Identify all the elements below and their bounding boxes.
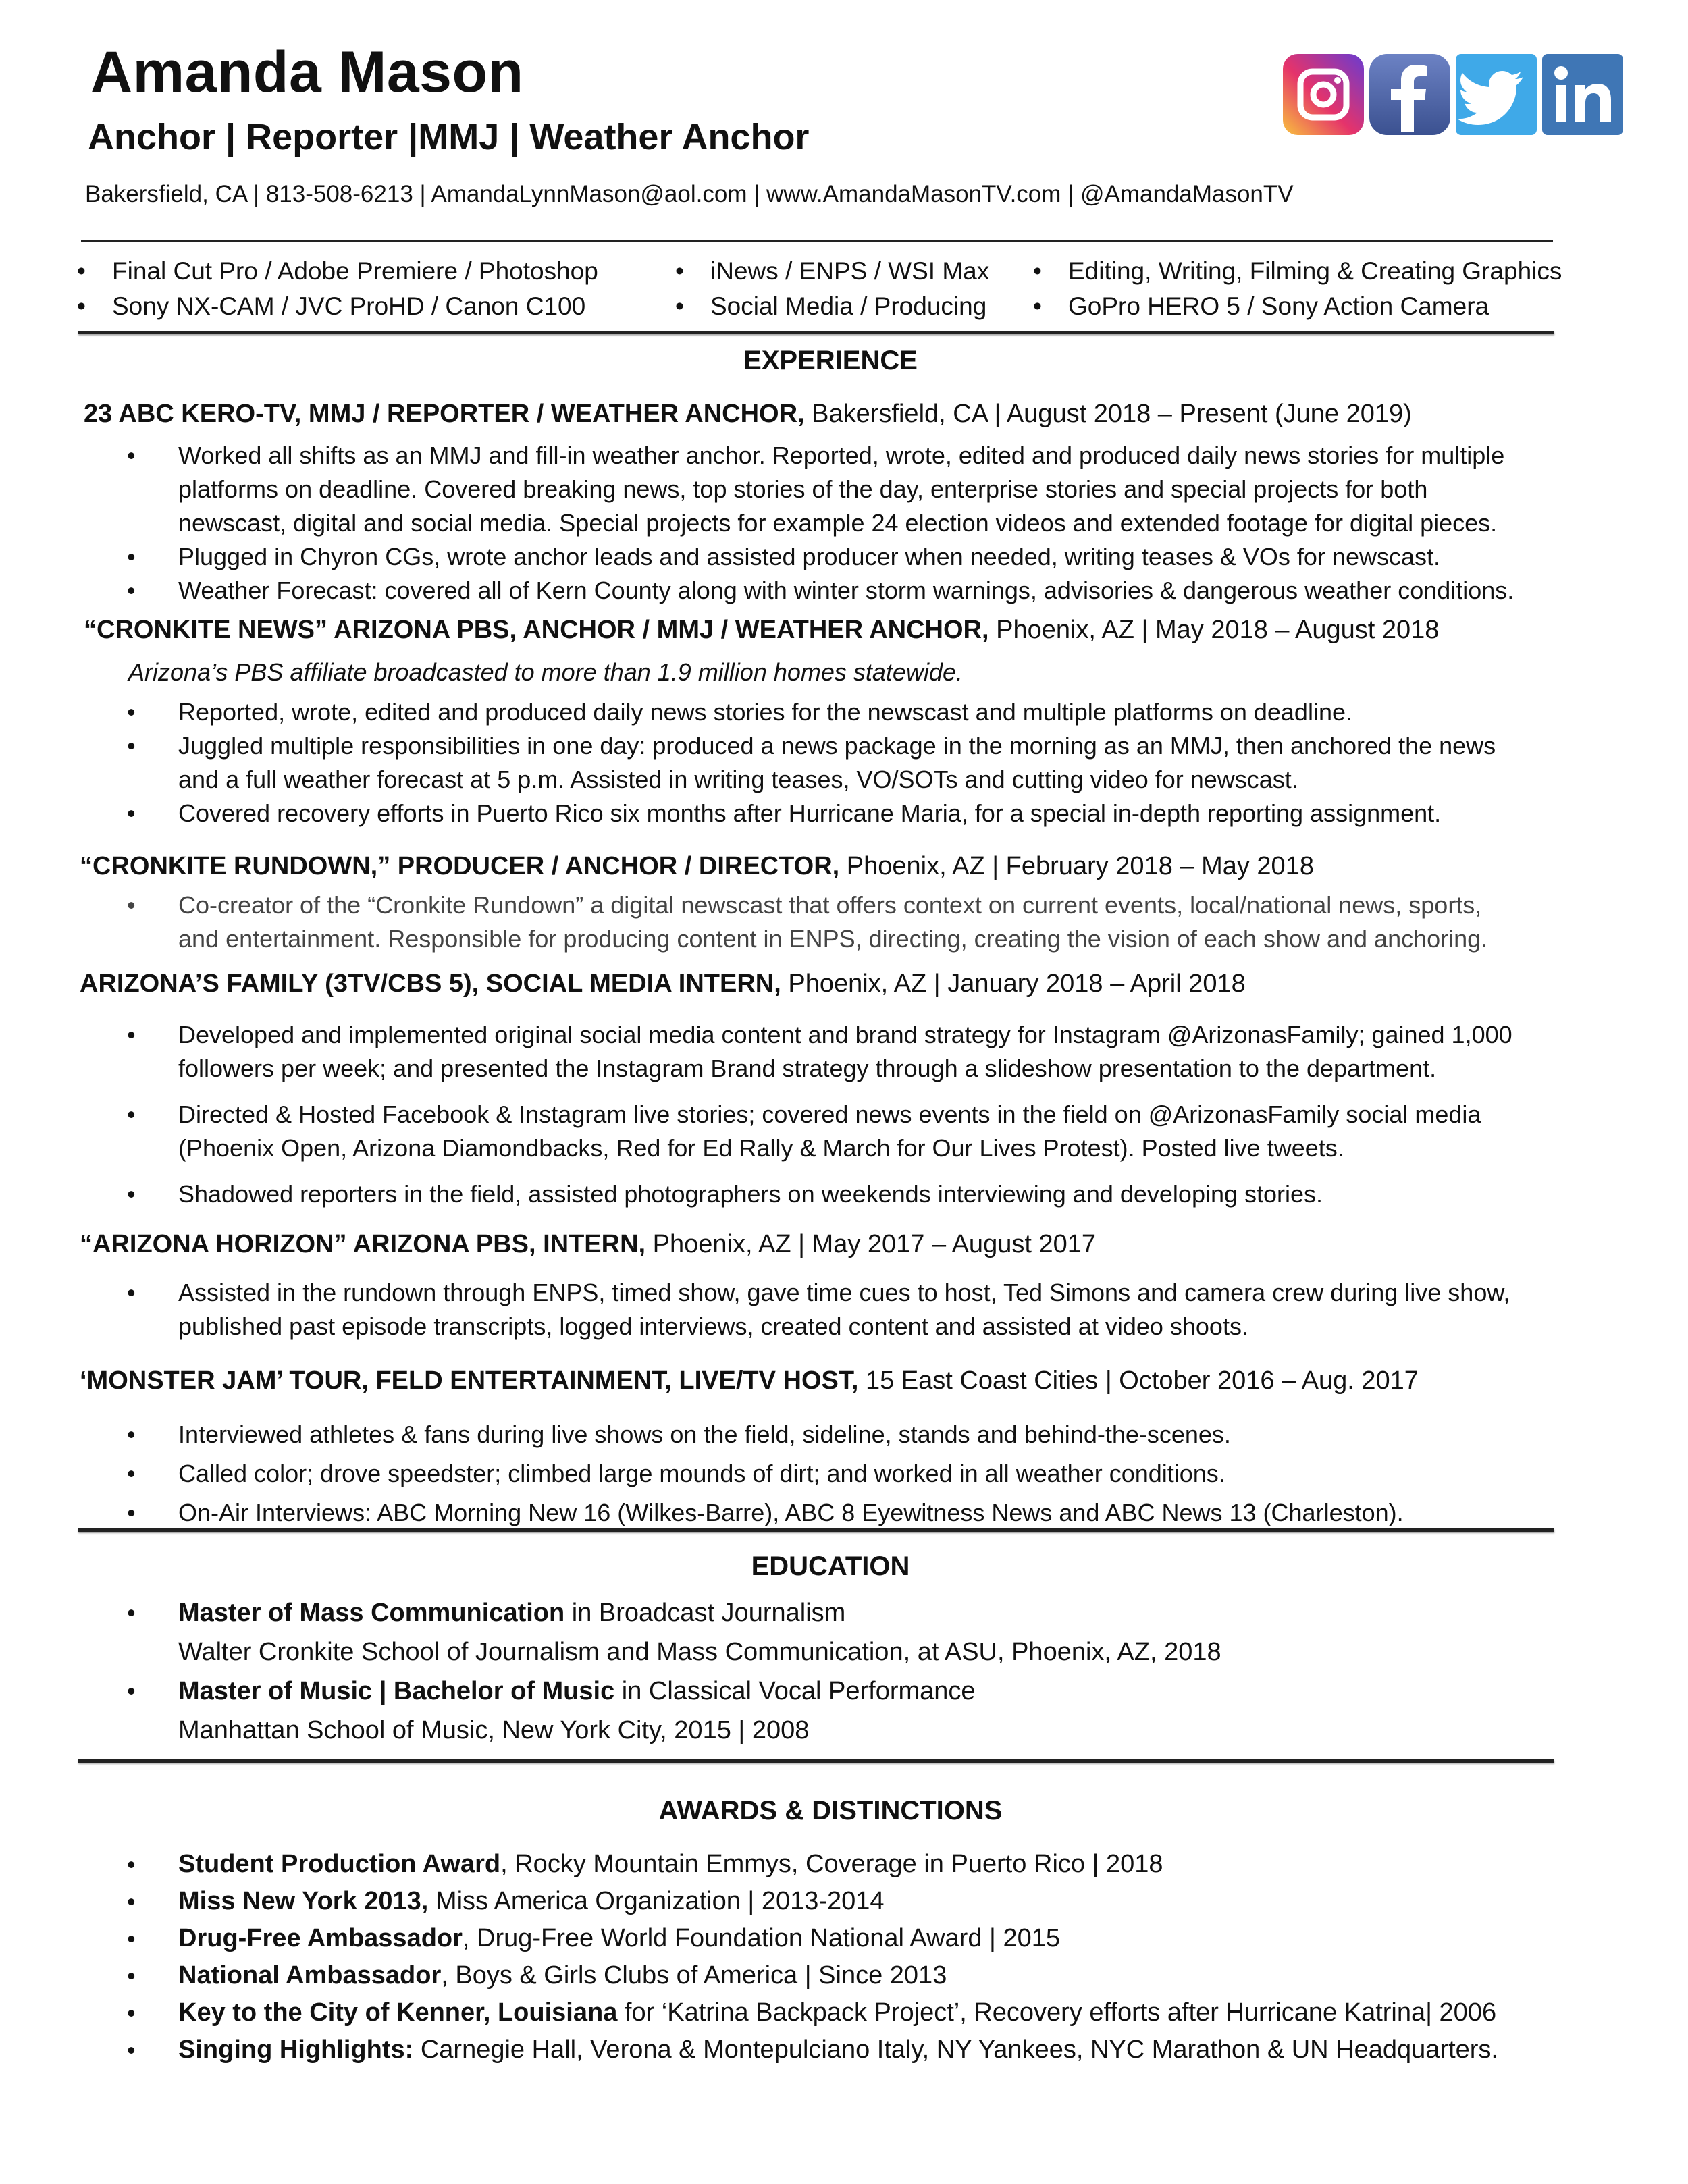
list-item: • Reported, wrote, edited and produced daily news stories for the newscast and multiple platforms on deadline.	[122, 695, 1496, 729]
job-heading: ‘MONSTER JAM’ TOUR, FELD ENTERTAINMENT, LIVE/TV HOST, 15 East Coast Cities | October 2016 – Aug. 2017	[80, 1366, 1419, 1395]
education-item: • Master of Mass Communication in Broadcast Journalism	[122, 1593, 1221, 1632]
job-bullets	[122, 1018, 1512, 1211]
list-item: • Shadowed reporters in the field, assisted photographers on weekends interviewing and developing stories.	[122, 1177, 1512, 1211]
list-item-continuation: newscast, digital and social media. Special projects for example 24 election videos and extended footage for digital pieces.	[178, 509, 1498, 537]
list-item: • Weather Forecast: covered all of Kern County along with winter storm warnings, advisories & dangerous weather conditions.	[122, 574, 1514, 608]
job-bullets	[122, 1415, 1404, 1533]
skill-item: • Editing, Writing, Filming & Creating Graphics	[1033, 257, 1562, 285]
awards-list	[122, 1846, 1498, 2069]
award-item: • Miss New York 2013, Miss America Organization | 2013-2014	[122, 1883, 1498, 1920]
skill-item: • iNews / ENPS / WSI Max	[675, 257, 990, 285]
list-item: • On-Air Interviews: ABC Morning New 16 (Wilkes-Barre), ABC 8 Eyewitness News and ABC News 13 (Charleston).	[122, 1493, 1404, 1533]
list-item: • Worked all shifts as an MMJ and fill-in weather anchor. Reported, wrote, edited and produced daily news stories for multiple	[122, 439, 1514, 473]
list-item: • Developed and implemented original social media content and brand strategy for Instagram @ArizonasFamily; gained 1,000	[122, 1018, 1512, 1052]
experience-heading: EXPERIENCE	[743, 346, 918, 375]
award-item: • Drug-Free Ambassador, Drug-Free World Foundation National Award | 2015	[122, 1920, 1498, 1957]
list-item: • Called color; drove speedster; climbed large mounds of dirt; and worked in all weather conditions.	[122, 1454, 1404, 1493]
job-bullets	[122, 695, 1496, 830]
skills-column-1	[77, 254, 598, 324]
linkedin-icon[interactable]	[1541, 53, 1625, 136]
job-heading: 23 ABC KERO-TV, MMJ / REPORTER / WEATHER ANCHOR, Bakersfield, CA | August 2018 – Present (June 2019)	[84, 400, 1412, 428]
job-bullets	[122, 1276, 1510, 1343]
education-school: Walter Cronkite School of Journalism and Mass Communication, at ASU, Phoenix, AZ, 2018	[178, 1638, 1221, 1666]
award-item: • National Ambassador, Boys & Girls Clubs of America | Since 2013	[122, 1957, 1498, 1994]
candidate-headline: Anchor | Reporter |MMJ | Weather Anchor	[88, 117, 810, 157]
facebook-icon[interactable]	[1368, 53, 1452, 136]
job-bullets	[122, 439, 1514, 608]
list-item-continuation: and a full weather forecast at 5 p.m. Assisted in writing teases, VO/SOTs and cutting video for newscast.	[178, 766, 1298, 793]
job-heading: “CRONKITE RUNDOWN,” PRODUCER / ANCHOR / DIRECTOR, Phoenix, AZ | February 2018 – May 2018	[80, 852, 1314, 880]
list-item: • Interviewed athletes & fans during live shows on the field, sideline, stands and behind-the-scenes.	[122, 1415, 1404, 1454]
instagram-icon[interactable]	[1282, 53, 1365, 136]
list-item-continuation: (Phoenix Open, Arizona Diamondbacks, Red for Ed Rally & March for Our Lives Protest). Posted live tweets.	[178, 1134, 1344, 1162]
skill-item: • Social Media / Producing	[675, 292, 987, 320]
job-heading: “CRONKITE NEWS” ARIZONA PBS, ANCHOR / MMJ / WEATHER ANCHOR, Phoenix, AZ | May 2018 – August 2018	[84, 616, 1440, 644]
contact-line: Bakersfield, CA | 813-508-6213 | AmandaLynnMason@aol.com | www.AmandaMasonTV.com | @AmandaMasonTV	[85, 181, 1294, 207]
list-item-continuation: platforms on deadline. Covered breaking news, top stories of the day, enterprise stories and special projects for both	[178, 475, 1428, 503]
divider	[78, 331, 1554, 334]
job-heading: “ARIZONA HORIZON” ARIZONA PBS, INTERN, Phoenix, AZ | May 2017 – August 2017	[80, 1230, 1096, 1258]
award-item: • Key to the City of Kenner, Louisiana for ‘Katrina Backpack Project’, Recovery efforts after Hurricane Katrina| 2006	[122, 1994, 1498, 2031]
education-heading: EDUCATION	[751, 1551, 910, 1581]
divider	[78, 1528, 1554, 1532]
list-item-continuation: published past episode transcripts, logged interviews, created content and assisted at video shoots.	[178, 1312, 1248, 1340]
skill-item: • GoPro HERO 5 / Sony Action Camera	[1033, 292, 1489, 320]
skill-item: • Sony NX-CAM / JVC ProHD / Canon C100	[77, 292, 586, 320]
education-school: Manhattan School of Music, New York City, 2015 | 2008	[178, 1716, 810, 1744]
skills-column-2	[675, 254, 989, 324]
divider	[81, 240, 1553, 242]
award-item: • Student Production Award, Rocky Mountain Emmys, Coverage in Puerto Rico | 2018	[122, 1846, 1498, 1883]
awards-heading: AWARDS & DISTINCTIONS	[658, 1796, 1003, 1826]
candidate-name: Amanda Mason	[90, 40, 524, 105]
education-item: • Master of Music | Bachelor of Music in Classical Vocal Performance	[122, 1672, 1221, 1711]
twitter-icon[interactable]	[1454, 53, 1538, 136]
list-item-continuation: and entertainment. Responsible for producing content in ENPS, directing, creating the vision of each show and anchoring.	[178, 925, 1488, 953]
list-item: • Directed & Hosted Facebook & Instagram live stories; covered news events in the field on @ArizonasFamily social media	[122, 1098, 1512, 1131]
list-item: • Assisted in the rundown through ENPS, timed show, gave time cues to host, Ted Simons and camera crew during live show,	[122, 1276, 1510, 1310]
award-item: • Singing Highlights: Carnegie Hall, Verona & Montepulciano Italy, NY Yankees, NYC Marathon & UN Headquarters.	[122, 2031, 1498, 2069]
job-bullets	[122, 888, 1487, 956]
divider	[78, 1759, 1554, 1763]
list-item: • Co-creator of the “Cronkite Rundown” a digital newscast that offers context on current events, local/national news, sports,	[122, 888, 1487, 922]
list-item: • Juggled multiple responsibilities in one day: produced a news package in the morning as an MMJ, then anchored the news	[122, 729, 1496, 763]
education-list	[122, 1593, 1221, 1750]
list-item: • Covered recovery efforts in Puerto Rico six months after Hurricane Maria, for a special in-depth reporting assignment.	[122, 797, 1496, 830]
job-heading: ARIZONA’S FAMILY (3TV/CBS 5), SOCIAL MEDIA INTERN, Phoenix, AZ | January 2018 – April 2018	[80, 969, 1246, 998]
job-description: Arizona’s PBS affiliate broadcasted to more than 1.9 million homes statewide.	[128, 658, 963, 686]
skill-item: • Final Cut Pro / Adobe Premiere / Photoshop	[77, 257, 598, 285]
list-item: • Plugged in Chyron CGs, wrote anchor leads and assisted producer when needed, writing teases & VOs for newscast.	[122, 540, 1514, 574]
list-item-continuation: followers per week; and presented the Instagram Brand strategy through a slideshow presentation to the department.	[178, 1055, 1437, 1082]
skills-column-3	[1033, 254, 1562, 324]
